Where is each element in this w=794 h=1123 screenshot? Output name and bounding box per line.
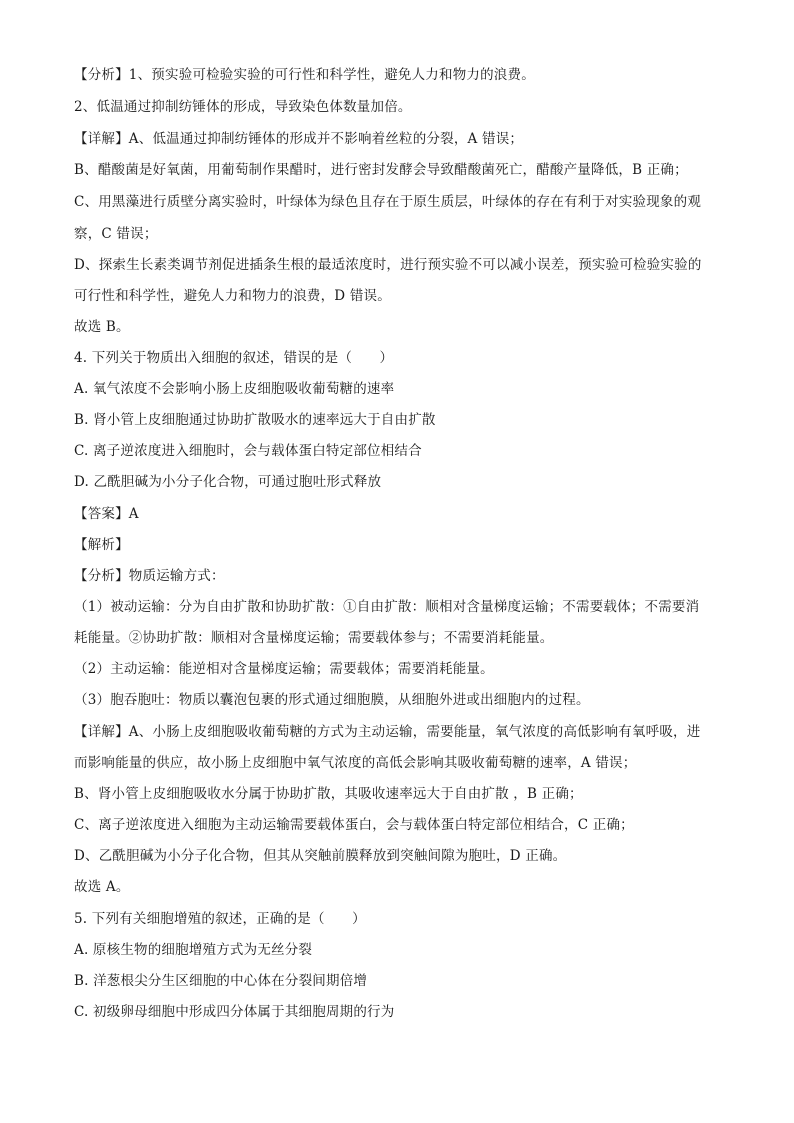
text-line: D、乙酰胆碱为小分子化合物，但其从突触前膜释放到突触间隙为胞吐，D 正确。 [74,848,567,864]
option-c: C. 初级卵母细胞中形成四分体属于其细胞周期的行为 [74,1004,395,1020]
text-line: 【详解】A、低温通过抑制纺锤体的形成并不影响着丝粒的分裂，A 错误； [74,131,524,147]
question-4-stem: 4. 下列关于物质出入细胞的叙述，错误的是（ ） [74,350,394,366]
option-a: A. 原核生物的细胞增殖方式为无丝分裂 [74,942,313,958]
text-line: （3）胞吞胞吐：物质以囊泡包裹的形式通过细胞膜，从细胞外进或出细胞内的过程。 [74,692,590,708]
text-line: 可行性和科学性，避免人力和物力的浪费，D 错误。 [74,288,391,304]
text-line: C、离子逆浓度进入细胞为主动运输需要载体蛋白，会与载体蛋白特定部位相结合，C 正确； [74,817,634,833]
text-line: 【详解】A、小肠上皮细胞吸收葡萄糖的方式为主动运输，需要能量，氧气浓度的高低影响有氧呼吸，进 [74,724,701,740]
text-line: C、用黑藻进行质壁分离实验时，叶绿体为绿色且存在于原生质层，叶绿体的存在有利于对实验现象的观 [74,194,702,210]
text-line: 察，C 错误； [74,226,158,242]
option-d: D. 乙酰胆碱为小分子化合物，可通过胞吐形式释放 [74,474,382,490]
option-b: B. 肾小管上皮细胞通过协助扩散吸水的速率远大于自由扩散 [74,412,436,428]
analysis-label: 【解析】 [74,537,129,553]
text-line: 故选 B。 [74,319,130,335]
option-b: B. 洋葱根尖分生区细胞的中心体在分裂间期倍增 [74,973,368,989]
text-line: （2）主动运输：能逆相对含量梯度运输；需要载体；需要消耗能量。 [74,661,494,677]
text-line: B、肾小管上皮细胞吸收水分属于协助扩散，其吸收速率远大于自由扩散 ，B 正确； [74,786,583,802]
question-5-stem: 5. 下列有关细胞增殖的叙述，正确的是（ ） [74,911,366,927]
text-line: 而影响能量的供应，故小肠上皮细胞中氧气浓度的高低会影响其吸收葡萄糖的速率，A 错误； [74,755,637,771]
text-line: 故选 A。 [74,879,130,895]
option-c: C. 离子逆浓度进入细胞时，会与载体蛋白特定部位相结合 [74,443,422,459]
text-line: D、探索生长素类调节剂促进插条生根的最适浓度时，进行预实验不可以减小误差，预实验可检验实验的 [74,257,702,273]
text-line: B、醋酸菌是好氧菌，用葡萄制作果醋时，进行密封发酵会导致醋酸菌死亡，醋酸产量降低，B 正确； [74,162,688,178]
text-line: 【分析】物质运输方式： [74,568,225,584]
text-line: （1）被动运输：分为自由扩散和协助扩散：①自由扩散：顺相对含量梯度运输；不需要载体；不需要消 [74,599,700,615]
text-line: 【分析】1、预实验可检验实验的可行性和科学性，避免人力和物力的浪费。 [74,67,535,83]
text-line: 耗能量。②协助扩散：顺相对含量梯度运输；需要载体参与；不需要消耗能量。 [74,630,554,646]
text-line: 2、低温通过抑制纺锤体的形成，导致染色体数量加倍。 [74,99,412,115]
answer-label: 【答案】A [74,506,139,522]
option-a: A. 氧气浓度不会影响小肠上皮细胞吸收葡萄糖的速率 [74,381,395,397]
